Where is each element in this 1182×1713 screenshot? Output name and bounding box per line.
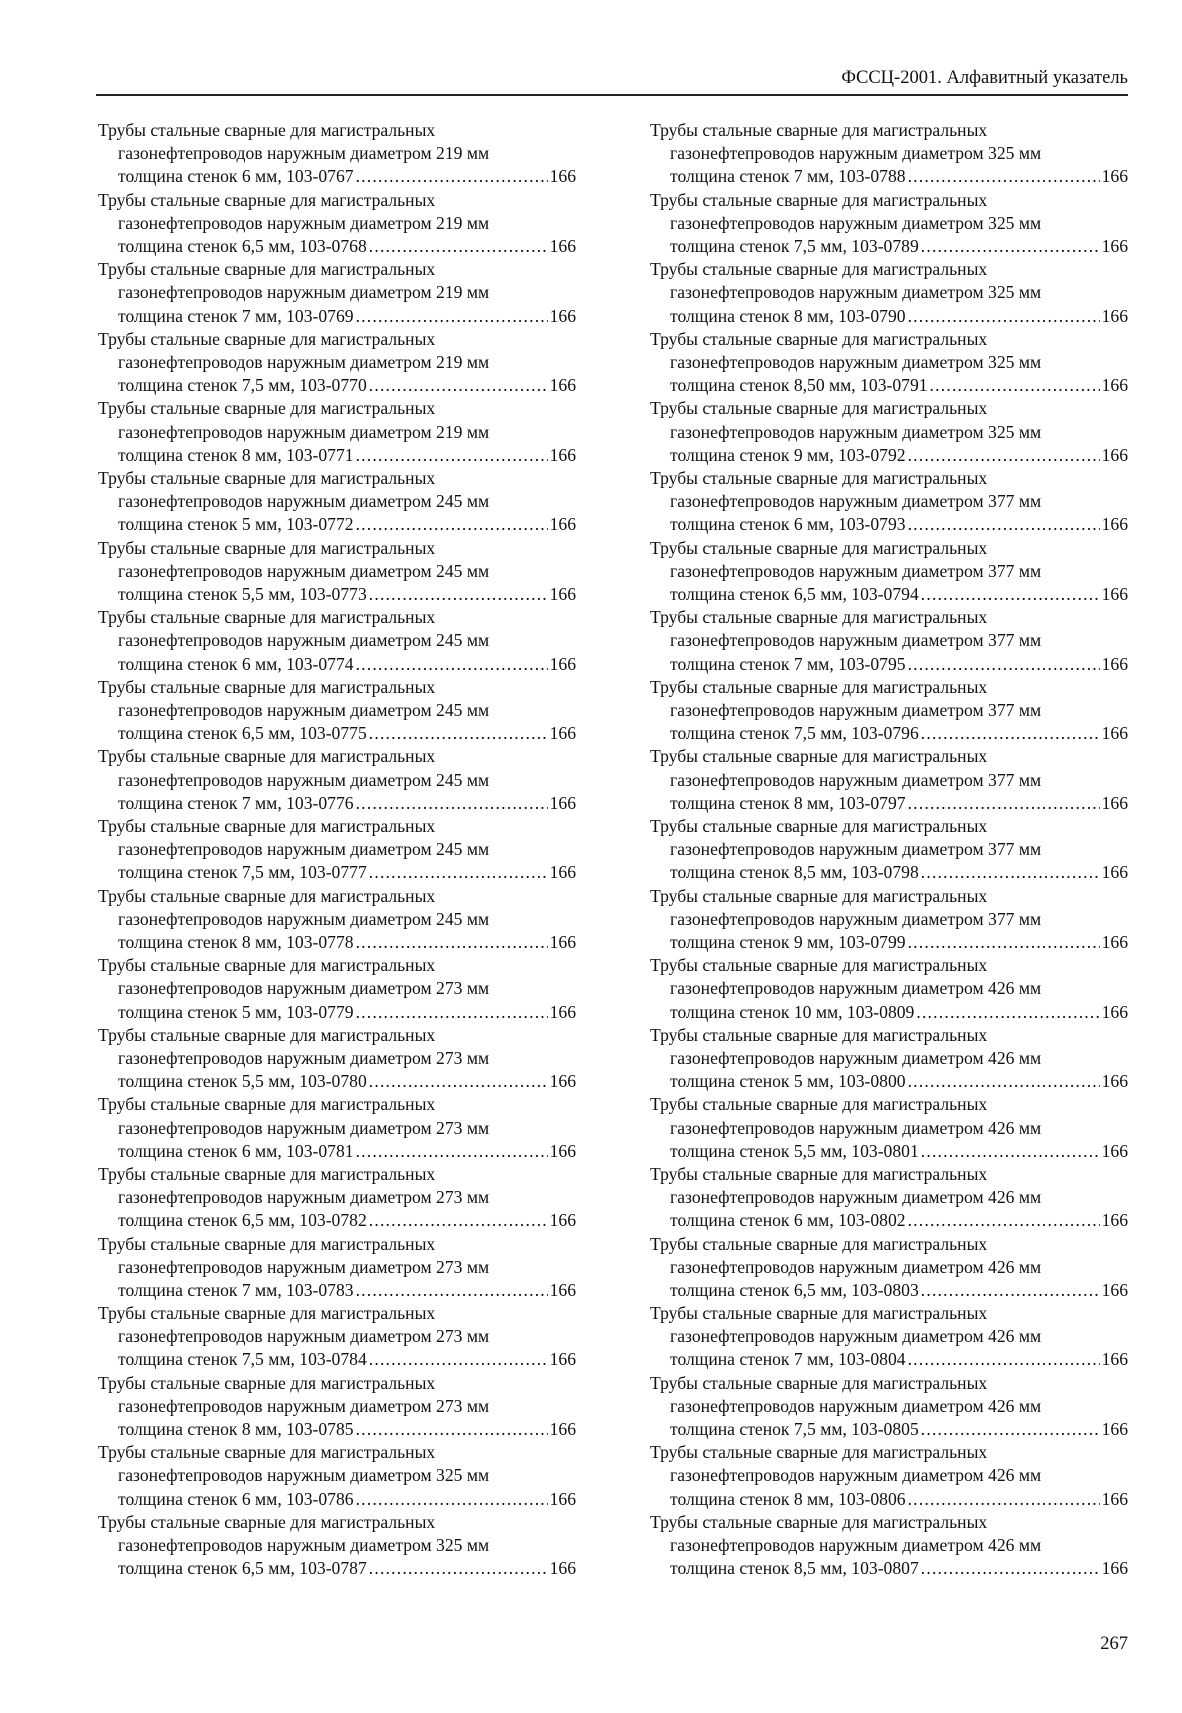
entry-thickness-code: толщина стенок 8,5 мм, 103-0807 — [670, 1558, 919, 1579]
entry-page-ref: 166 — [549, 1210, 576, 1231]
index-entry — [98, 815, 576, 885]
dot-leader — [356, 513, 548, 536]
index-entry — [650, 1441, 1128, 1511]
index-entry — [650, 189, 1128, 259]
entry-title-line: Трубы стальные сварные для магистральных — [650, 885, 988, 906]
entry-title-line: Трубы стальные сварные для магистральных — [650, 398, 988, 419]
entry-thickness-code: толщина стенок 8,5 мм, 103-0798 — [670, 862, 919, 883]
entry-page-ref: 166 — [1101, 1488, 1128, 1509]
entry-thickness-code: толщина стенок 6,5 мм, 103-0787 — [118, 1558, 367, 1579]
entry-thickness-code: толщина стенок 6 мм, 103-0786 — [118, 1488, 354, 1509]
entry-thickness-code: толщина стенок 5,5 мм, 103-0801 — [670, 1140, 919, 1161]
entry-diameter-line: газонефтепроводов наружным диаметром 426 мм — [670, 1187, 1042, 1208]
entry-page-ref: 166 — [549, 1140, 576, 1161]
entry-diameter-line: газонефтепроводов наружным диаметром 325 мм — [670, 143, 1042, 164]
entry-title-line: Трубы стальные сварные для магистральных — [650, 259, 988, 280]
dot-leader — [356, 1418, 548, 1441]
entry-diameter-line: газонефтепроводов наружным диаметром 325 мм — [118, 1535, 490, 1556]
entry-thickness-code: толщина стенок 5 мм, 103-0779 — [118, 1001, 354, 1022]
entry-thickness-code: толщина стенок 7 мм, 103-0804 — [670, 1349, 906, 1370]
index-entry — [98, 1302, 576, 1372]
entry-page-ref: 166 — [1101, 1071, 1128, 1092]
entry-diameter-line: газонефтепроводов наружным диаметром 273 мм — [118, 1326, 490, 1347]
entry-thickness-code: толщина стенок 6,5 мм, 103-0794 — [670, 583, 919, 604]
entry-diameter-line: газонефтепроводов наружным диаметром 219 мм — [118, 282, 490, 303]
entry-thickness-code: толщина стенок 7 мм, 103-0769 — [118, 305, 354, 326]
entry-thickness-line — [650, 1279, 1128, 1302]
index-entry — [650, 537, 1128, 607]
entry-diameter-line: газонефтепроводов наружным диаметром 377 мм — [670, 491, 1042, 512]
dot-leader — [369, 235, 548, 258]
index-entry — [650, 606, 1128, 676]
index-entry — [98, 397, 576, 467]
entry-thickness-code: толщина стенок 5,5 мм, 103-0773 — [118, 583, 367, 604]
entry-title-line: Трубы стальные сварные для магистральных — [98, 1163, 436, 1184]
entry-thickness-line — [650, 374, 1128, 397]
index-entry — [650, 258, 1128, 328]
entry-title-line: Трубы стальные сварные для магистральных — [650, 467, 988, 488]
entry-page-ref: 166 — [1101, 862, 1128, 883]
index-entry — [98, 189, 576, 259]
entry-page-ref: 166 — [1101, 1140, 1128, 1161]
index-entry — [650, 467, 1128, 537]
entry-page-ref: 166 — [549, 931, 576, 952]
entry-thickness-line — [98, 1418, 576, 1441]
entry-title-line: Трубы стальные сварные для магистральных — [650, 189, 988, 210]
index-entry — [650, 119, 1128, 189]
entry-title-line: Трубы стальные сварные для магистральных — [98, 1303, 436, 1324]
entry-thickness-line — [98, 1140, 576, 1163]
entry-diameter-line: газонефтепроводов наружным диаметром 245 мм — [118, 630, 490, 651]
entry-title-line: Трубы стальные сварные для магистральных — [650, 746, 988, 767]
entry-page-ref: 166 — [549, 653, 576, 674]
entry-thickness-line — [650, 1418, 1128, 1441]
index-entry — [650, 1093, 1128, 1163]
entry-page-ref: 166 — [1101, 583, 1128, 604]
entry-title-line: Трубы стальные сварные для магистральных — [98, 537, 436, 558]
entry-title-line: Трубы стальные сварные для магистральных — [98, 259, 436, 280]
index-entry — [98, 1511, 576, 1581]
entry-page-ref: 166 — [1101, 1279, 1128, 1300]
index-entry — [98, 954, 576, 1024]
index-entry — [650, 1233, 1128, 1303]
entry-page-ref: 166 — [549, 723, 576, 744]
dot-leader — [930, 374, 1100, 397]
dot-leader — [369, 722, 548, 745]
entry-page-ref: 166 — [549, 235, 576, 256]
entry-title-line: Трубы стальные сварные для магистральных — [650, 1511, 988, 1532]
entry-title-line: Трубы стальные сварные для магистральных — [650, 1094, 988, 1115]
entry-title-line: Трубы стальные сварные для магистральных — [98, 1024, 436, 1045]
dot-leader — [921, 583, 1100, 606]
index-entry — [650, 676, 1128, 746]
entry-thickness-line — [650, 861, 1128, 884]
entry-title-line: Трубы стальные сварные для магистральных — [98, 1372, 436, 1393]
entry-diameter-line: газонефтепроводов наружным диаметром 426 мм — [670, 978, 1042, 999]
index-entry — [650, 397, 1128, 467]
index-entry — [98, 1233, 576, 1303]
entry-page-ref: 166 — [549, 514, 576, 535]
entry-title-line: Трубы стальные сварные для магистральных — [98, 120, 436, 140]
entry-thickness-code: толщина стенок 6 мм, 103-0781 — [118, 1140, 354, 1161]
entry-thickness-code: толщина стенок 5 мм, 103-0772 — [118, 514, 354, 535]
index-entry — [98, 258, 576, 328]
entry-title-line: Трубы стальные сварные для магистральных — [98, 398, 436, 419]
index-entry — [98, 745, 576, 815]
entry-thickness-code: толщина стенок 7,5 мм, 103-0784 — [118, 1349, 367, 1370]
dot-leader — [908, 1209, 1100, 1232]
entry-diameter-line: газонефтепроводов наружным диаметром 273 мм — [118, 1187, 490, 1208]
entry-title-line: Трубы стальные сварные для магистральных — [98, 328, 436, 349]
entry-thickness-code: толщина стенок 8 мм, 103-0806 — [670, 1488, 906, 1509]
entry-page-ref: 166 — [1101, 1419, 1128, 1440]
entry-diameter-line: газонефтепроводов наружным диаметром 377 мм — [670, 839, 1042, 860]
entry-thickness-line — [650, 305, 1128, 328]
entry-page-ref: 166 — [549, 792, 576, 813]
index-entry — [650, 328, 1128, 398]
index-entry — [98, 1093, 576, 1163]
entry-thickness-line — [650, 1209, 1128, 1232]
entry-diameter-line: газонефтепроводов наружным диаметром 426 мм — [670, 1465, 1042, 1486]
entry-thickness-line — [650, 792, 1128, 815]
dot-leader — [369, 1348, 548, 1371]
entry-diameter-line: газонефтепроводов наружным диаметром 377 мм — [670, 769, 1042, 790]
entry-diameter-line: газонефтепроводов наружным диаметром 245 мм — [118, 908, 490, 929]
entry-diameter-line: газонефтепроводов наружным диаметром 245 мм — [118, 699, 490, 720]
index-entry — [650, 1302, 1128, 1372]
entry-thickness-code: толщина стенок 6 мм, 103-0793 — [670, 514, 906, 535]
entry-thickness-code: толщина стенок 6 мм, 103-0802 — [670, 1210, 906, 1231]
entry-thickness-code: толщина стенок 6,5 мм, 103-0775 — [118, 723, 367, 744]
entry-page-ref: 166 — [549, 1349, 576, 1370]
entry-title-line: Трубы стальные сварные для магистральных — [98, 189, 436, 210]
entry-page-ref: 166 — [1101, 931, 1128, 952]
entry-page-ref: 166 — [1101, 1001, 1128, 1022]
dot-leader — [908, 165, 1100, 188]
entry-diameter-line: газонефтепроводов наружным диаметром 325 мм — [670, 212, 1042, 233]
entry-page-ref: 166 — [549, 1419, 576, 1440]
entry-diameter-line: газонефтепроводов наружным диаметром 273 мм — [118, 1117, 490, 1138]
entry-diameter-line: газонефтепроводов наружным диаметром 245 мм — [118, 839, 490, 860]
index-entry — [98, 885, 576, 955]
entry-thickness-line — [98, 931, 576, 954]
entry-title-line: Трубы стальные сварные для магистральных — [650, 328, 988, 349]
entry-page-ref: 166 — [549, 166, 576, 187]
entry-diameter-line: газонефтепроводов наружным диаметром 426 мм — [670, 1535, 1042, 1556]
entry-thickness-line — [650, 1001, 1128, 1024]
index-entry — [98, 1024, 576, 1094]
entry-thickness-line — [98, 583, 576, 606]
index-entry — [98, 1441, 576, 1511]
entry-page-ref: 166 — [1101, 444, 1128, 465]
entry-thickness-code: толщина стенок 6 мм, 103-0767 — [118, 166, 354, 187]
entry-thickness-code: толщина стенок 7 мм, 103-0783 — [118, 1279, 354, 1300]
entry-thickness-code: толщина стенок 5 мм, 103-0800 — [670, 1071, 906, 1092]
entry-thickness-code: толщина стенок 7 мм, 103-0788 — [670, 166, 906, 187]
entry-thickness-line — [650, 1557, 1128, 1580]
entry-diameter-line: газонефтепроводов наружным диаметром 219 мм — [118, 143, 490, 164]
entry-title-line: Трубы стальные сварные для магистральных — [98, 607, 436, 628]
dot-leader — [908, 444, 1100, 467]
entry-page-ref: 166 — [549, 1558, 576, 1579]
entry-diameter-line: газонефтепроводов наружным диаметром 377 мм — [670, 699, 1042, 720]
entry-page-ref: 166 — [549, 1488, 576, 1509]
entry-page-ref: 166 — [549, 305, 576, 326]
entry-diameter-line: газонефтепроводов наружным диаметром 245 мм — [118, 769, 490, 790]
dot-leader — [921, 1140, 1100, 1163]
index-entry — [98, 676, 576, 746]
entry-diameter-line: газонефтепроводов наружным диаметром 273 мм — [118, 1047, 490, 1068]
entry-page-ref: 166 — [1101, 723, 1128, 744]
entry-title-line: Трубы стальные сварные для магистральных — [98, 467, 436, 488]
dot-leader — [921, 235, 1100, 258]
entry-thickness-line — [98, 1001, 576, 1024]
index-column-right — [650, 119, 1128, 1580]
dot-leader — [908, 653, 1100, 676]
dot-leader — [369, 1209, 548, 1232]
entry-page-ref: 166 — [549, 583, 576, 604]
entry-title-line: Трубы стальные сварные для магистральных — [98, 1094, 436, 1115]
dot-leader — [908, 1348, 1100, 1371]
entry-title-line: Трубы стальные сварные для магистральных — [650, 537, 988, 558]
entry-thickness-line — [98, 1279, 576, 1302]
entry-thickness-line — [98, 165, 576, 188]
entry-thickness-code: толщина стенок 5,5 мм, 103-0780 — [118, 1071, 367, 1092]
index-entry — [650, 1511, 1128, 1581]
entry-thickness-code: толщина стенок 6,5 мм, 103-0768 — [118, 235, 367, 256]
entry-thickness-line — [650, 1140, 1128, 1163]
entry-thickness-line — [98, 1348, 576, 1371]
entry-thickness-line — [98, 1488, 576, 1511]
dot-leader — [356, 1279, 548, 1302]
entry-thickness-line — [98, 861, 576, 884]
entry-thickness-line — [98, 1557, 576, 1580]
entry-thickness-line — [98, 653, 576, 676]
dot-leader — [908, 1488, 1100, 1511]
page-header — [96, 64, 1128, 96]
entry-page-ref: 166 — [1101, 375, 1128, 396]
entry-thickness-code: толщина стенок 8,50 мм, 103-0791 — [670, 375, 928, 396]
entry-diameter-line: газонефтепроводов наружным диаметром 273 мм — [118, 1395, 490, 1416]
index-entry — [650, 1163, 1128, 1233]
index-entry — [98, 467, 576, 537]
entry-thickness-code: толщина стенок 7,5 мм, 103-0770 — [118, 375, 367, 396]
entry-thickness-code: толщина стенок 8 мм, 103-0797 — [670, 792, 906, 813]
entry-thickness-line — [98, 374, 576, 397]
entry-page-ref: 166 — [1101, 653, 1128, 674]
entry-diameter-line: газонефтепроводов наружным диаметром 426 мм — [670, 1117, 1042, 1138]
index-entry — [98, 1163, 576, 1233]
entry-thickness-line — [650, 444, 1128, 467]
dot-leader — [921, 722, 1100, 745]
dot-leader — [908, 1070, 1100, 1093]
entry-thickness-line — [98, 1209, 576, 1232]
entry-diameter-line: газонефтепроводов наружным диаметром 325 мм — [670, 421, 1042, 442]
index-entry — [650, 1372, 1128, 1442]
entry-diameter-line: газонефтепроводов наружным диаметром 245 мм — [118, 560, 490, 581]
running-title: ФССЦ-2001. Алфавитный указатель — [841, 68, 1128, 88]
entry-thickness-code: толщина стенок 7,5 мм, 103-0796 — [670, 723, 919, 744]
entry-title-line: Трубы стальные сварные для магистральных — [650, 1024, 988, 1045]
entry-page-ref: 166 — [1101, 1349, 1128, 1370]
entry-thickness-line — [650, 1488, 1128, 1511]
index-entry — [98, 1372, 576, 1442]
entry-thickness-line — [650, 931, 1128, 954]
index-entry — [650, 745, 1128, 815]
entry-thickness-line — [98, 1070, 576, 1093]
entry-title-line: Трубы стальные сварные для магистральных — [650, 1233, 988, 1254]
page-number: 267 — [1100, 1634, 1128, 1654]
entry-title-line: Трубы стальные сварные для магистральных — [650, 1372, 988, 1393]
dot-leader — [356, 1140, 548, 1163]
index-column-left — [98, 119, 576, 1580]
dot-leader — [356, 165, 548, 188]
entry-thickness-line — [98, 235, 576, 258]
entry-thickness-code: толщина стенок 8 мм, 103-0785 — [118, 1419, 354, 1440]
dot-leader — [921, 1557, 1100, 1580]
entry-page-ref: 166 — [1101, 1210, 1128, 1231]
entry-thickness-line — [98, 444, 576, 467]
entry-title-line: Трубы стальные сварные для магистральных — [98, 1233, 436, 1254]
entry-thickness-code: толщина стенок 8 мм, 103-0771 — [118, 444, 354, 465]
entry-diameter-line: газонефтепроводов наружным диаметром 273 мм — [118, 978, 490, 999]
index-entry — [98, 328, 576, 398]
entry-diameter-line: газонефтепроводов наружным диаметром 426 мм — [670, 1256, 1042, 1277]
dot-leader — [356, 305, 548, 328]
dot-leader — [916, 1001, 1099, 1024]
entry-thickness-code: толщина стенок 10 мм, 103-0809 — [670, 1001, 915, 1022]
entry-diameter-line: газонефтепроводов наружным диаметром 426 мм — [670, 1395, 1042, 1416]
entry-title-line: Трубы стальные сварные для магистральных — [98, 885, 436, 906]
index-entry — [98, 119, 576, 189]
entry-thickness-line — [650, 1348, 1128, 1371]
dot-leader — [908, 931, 1100, 954]
entry-diameter-line: газонефтепроводов наружным диаметром 245 мм — [118, 491, 490, 512]
entry-diameter-line: газонефтепроводов наружным диаметром 219 мм — [118, 421, 490, 442]
entry-title-line: Трубы стальные сварные для магистральных — [98, 955, 436, 976]
entry-thickness-line — [650, 165, 1128, 188]
entry-title-line: Трубы стальные сварные для магистральных — [98, 1511, 436, 1532]
dot-leader — [356, 1488, 548, 1511]
entry-diameter-line: газонефтепроводов наружным диаметром 325 мм — [670, 351, 1042, 372]
entry-page-ref: 166 — [1101, 235, 1128, 256]
entry-title-line: Трубы стальные сварные для магистральных — [98, 746, 436, 767]
entry-diameter-line: газонефтепроводов наружным диаметром 377 мм — [670, 560, 1042, 581]
dot-leader — [356, 792, 548, 815]
dot-leader — [356, 653, 548, 676]
entry-thickness-code: толщина стенок 6,5 мм, 103-0782 — [118, 1210, 367, 1231]
entry-thickness-line — [98, 792, 576, 815]
dot-leader — [908, 305, 1100, 328]
entry-thickness-code: толщина стенок 6,5 мм, 103-0803 — [670, 1279, 919, 1300]
entry-diameter-line: газонефтепроводов наружным диаметром 426 мм — [670, 1047, 1042, 1068]
index-entry — [650, 1024, 1128, 1094]
entry-diameter-line: газонефтепроводов наружным диаметром 273 мм — [118, 1256, 490, 1277]
entry-thickness-code: толщина стенок 6 мм, 103-0774 — [118, 653, 354, 674]
entry-title-line: Трубы стальные сварные для магистральных — [650, 676, 988, 697]
entry-diameter-line: газонефтепроводов наружным диаметром 325 мм — [670, 282, 1042, 303]
entry-thickness-code: толщина стенок 8 мм, 103-0778 — [118, 931, 354, 952]
entry-page-ref: 166 — [549, 1001, 576, 1022]
entry-page-ref: 166 — [549, 862, 576, 883]
entry-diameter-line: газонефтепроводов наружным диаметром 325 мм — [118, 1465, 490, 1486]
entry-diameter-line: газонефтепроводов наружным диаметром 219 мм — [118, 351, 490, 372]
dot-leader — [921, 1418, 1100, 1441]
entry-diameter-line: газонефтепроводов наружным диаметром 377 мм — [670, 908, 1042, 929]
entry-thickness-code: толщина стенок 7,5 мм, 103-0805 — [670, 1419, 919, 1440]
entry-thickness-code: толщина стенок 7,5 мм, 103-0777 — [118, 862, 367, 883]
dot-leader — [369, 583, 548, 606]
entry-title-line: Трубы стальные сварные для магистральных — [650, 955, 988, 976]
entry-page-ref: 166 — [549, 444, 576, 465]
entry-thickness-code: толщина стенок 7,5 мм, 103-0789 — [670, 235, 919, 256]
dot-leader — [356, 444, 548, 467]
index-entry — [650, 815, 1128, 885]
dot-leader — [908, 513, 1100, 536]
entry-thickness-line — [650, 653, 1128, 676]
index-entry — [98, 606, 576, 676]
entry-thickness-code: толщина стенок 9 мм, 103-0792 — [670, 444, 906, 465]
entry-thickness-line — [650, 235, 1128, 258]
entry-thickness-line — [650, 1070, 1128, 1093]
dot-leader — [369, 1557, 548, 1580]
index-entry — [650, 954, 1128, 1024]
entry-thickness-line — [650, 722, 1128, 745]
entry-thickness-line — [98, 513, 576, 536]
dot-leader — [921, 1279, 1100, 1302]
dot-leader — [369, 1070, 548, 1093]
entry-diameter-line: газонефтепроводов наружным диаметром 219 мм — [118, 212, 490, 233]
entry-page-ref: 166 — [1101, 1558, 1128, 1579]
entry-thickness-code: толщина стенок 9 мм, 103-0799 — [670, 931, 906, 952]
entry-page-ref: 166 — [549, 1071, 576, 1092]
entry-thickness-code: толщина стенок 7 мм, 103-0776 — [118, 792, 354, 813]
dot-leader — [356, 1001, 548, 1024]
entry-title-line: Трубы стальные сварные для магистральных — [650, 607, 988, 628]
entry-thickness-line — [98, 722, 576, 745]
entry-title-line: Трубы стальные сварные для магистральных — [650, 1442, 988, 1463]
index-entry — [650, 885, 1128, 955]
entry-title-line: Трубы стальные сварные для магистральных — [650, 120, 988, 140]
entry-title-line: Трубы стальные сварные для магистральных — [650, 815, 988, 836]
entry-page-ref: 166 — [549, 375, 576, 396]
dot-leader — [369, 374, 548, 397]
dot-leader — [908, 792, 1100, 815]
entry-thickness-code: толщина стенок 8 мм, 103-0790 — [670, 305, 906, 326]
entry-title-line: Трубы стальные сварные для магистральных — [98, 1442, 436, 1463]
entry-diameter-line: газонефтепроводов наружным диаметром 377 мм — [670, 630, 1042, 651]
entry-page-ref: 166 — [1101, 514, 1128, 535]
index-entry — [98, 537, 576, 607]
entry-title-line: Трубы стальные сварные для магистральных — [650, 1303, 988, 1324]
entry-page-ref: 166 — [1101, 305, 1128, 326]
entry-title-line: Трубы стальные сварные для магистральных — [650, 1163, 988, 1184]
entry-page-ref: 166 — [549, 1279, 576, 1300]
dot-leader — [369, 861, 548, 884]
dot-leader — [356, 931, 548, 954]
entry-page-ref: 166 — [1101, 792, 1128, 813]
entry-thickness-line — [650, 583, 1128, 606]
entry-title-line: Трубы стальные сварные для магистральных — [98, 815, 436, 836]
entry-thickness-code: толщина стенок 7 мм, 103-0795 — [670, 653, 906, 674]
entry-title-line: Трубы стальные сварные для магистральных — [98, 676, 436, 697]
entry-thickness-line — [98, 305, 576, 328]
dot-leader — [921, 861, 1100, 884]
entry-page-ref: 166 — [1101, 166, 1128, 187]
entry-diameter-line: газонефтепроводов наружным диаметром 426 мм — [670, 1326, 1042, 1347]
entry-thickness-line — [650, 513, 1128, 536]
